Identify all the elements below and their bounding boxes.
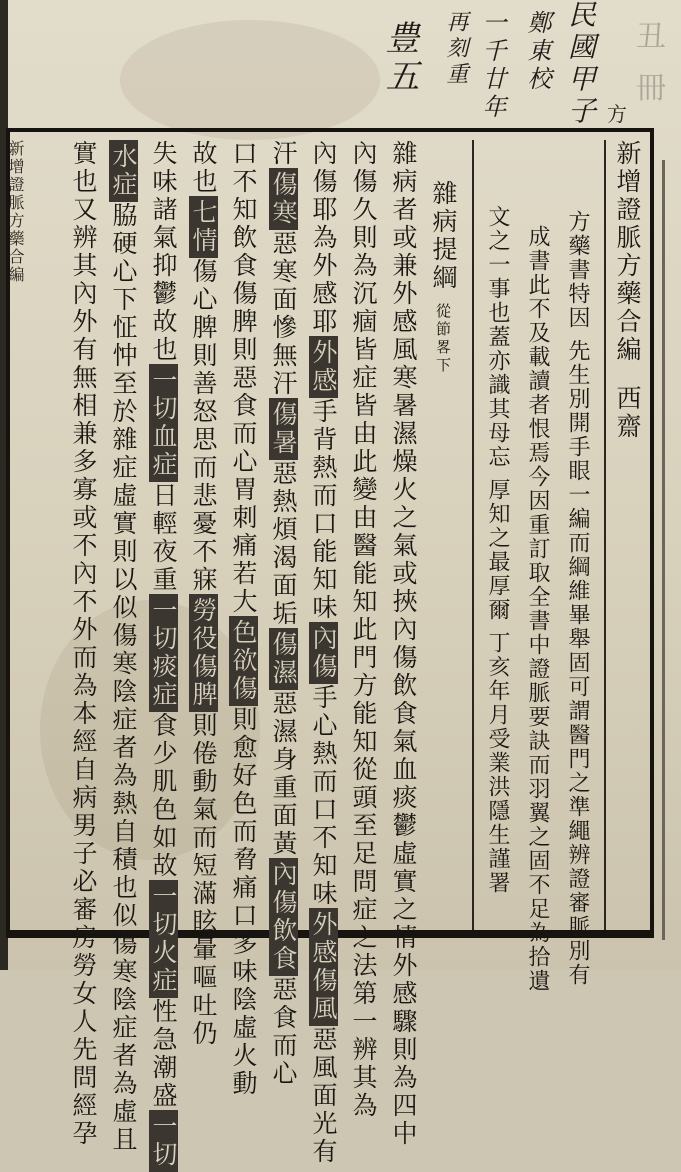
body-column xyxy=(148,140,178,1169)
body-text-segment: 內傷耶為外感耶 xyxy=(309,140,338,336)
margin-title: 新增證脈方藥合編 xyxy=(6,140,25,284)
body-text-segment: 倦動氣而短滿眩暈嘔吐仍 xyxy=(189,740,218,1048)
body-column xyxy=(228,140,258,1098)
handwritten-note: 民國甲子 xyxy=(564,0,597,128)
body-text-segment: 味陰虛火動 xyxy=(229,958,258,1098)
body-text-segment: 口不知飲食傷脾則惡食而心胃刺痛若大 xyxy=(229,140,258,616)
body-text-segment: 惡食而心 xyxy=(269,976,298,1088)
faded-corner-mark: 丑 冊 xyxy=(630,20,665,108)
highlighted-term: 外感傷風 xyxy=(309,908,338,1026)
column-rule xyxy=(472,140,474,930)
body-text-segment: 故也 xyxy=(189,140,218,196)
body-text-segment: 惡濕身重面黃 xyxy=(269,690,298,858)
body-text-segment: 惡風面光有 xyxy=(309,1026,338,1166)
highlighted-term: 色欲傷 xyxy=(229,616,258,706)
highlighted-term: 七情 xyxy=(189,196,218,258)
body-text-segment: 則 xyxy=(189,712,218,740)
section-subtitle: 從節畧下 xyxy=(434,302,452,375)
body-column xyxy=(388,140,418,1148)
body-text-segment: 汗 xyxy=(269,140,298,168)
body-text-segment: 日輕夜重 xyxy=(149,482,178,594)
highlighted-term: 內傷飲食 xyxy=(269,858,298,976)
body-text-segment: 手背熱而口能知味 xyxy=(309,398,338,622)
preface-column: 成書此不及載讀者恨焉今因重訂取全書中證脈要訣而羽翼之固不足為拾遺 xyxy=(525,225,550,993)
highlighted-term: 一切火症 xyxy=(149,880,178,998)
body-text-segment: 傷心脾則善怒思而悲憂不寐 xyxy=(189,258,218,594)
preface-column: 方藥書特因 先生別開手眼一編而綱維畢舉固可謂醫門之準繩辨證審脈別有 xyxy=(565,210,590,987)
handwritten-note: 鄭東校 xyxy=(523,10,551,94)
body-column xyxy=(308,140,338,1166)
highlighted-term: 一切 xyxy=(149,1110,178,1172)
highlighted-term: 外感 xyxy=(309,336,338,398)
highlighted-term: 水症 xyxy=(109,140,138,202)
body-column xyxy=(268,140,298,1088)
paper-stain xyxy=(120,20,380,140)
body-text-segment: 脇硬心下怔忡至於雜症虛實則以似傷寒陰症者為熱自積也似傷寒陰症者為虛且 xyxy=(109,202,138,1154)
body-column xyxy=(348,140,378,1120)
body-column xyxy=(188,140,218,1048)
handwritten-note: 再刻重 xyxy=(443,10,468,88)
body-text-segment: 食少肌色如故 xyxy=(149,712,178,880)
body-text-segment: 手心熱而口不知味 xyxy=(309,684,338,908)
highlighted-term: 一切血症 xyxy=(149,364,178,482)
handwritten-note: 豊五 xyxy=(379,20,419,96)
highlighted-term: 傷濕 xyxy=(269,628,298,690)
section-title-column xyxy=(428,180,458,375)
body-text-segment: 惡寒面慘無汗 xyxy=(269,230,298,398)
handwritten-mark: 方 xyxy=(607,102,627,126)
body-text-segment: 雜病者或兼外感風寒暑濕燥火之氣或挾內傷飲食氣血痰鬱虛實之情外感驟則為四中 xyxy=(389,140,418,1148)
highlighted-term: 傷寒 xyxy=(269,168,298,230)
highlighted-term: 內傷 xyxy=(309,622,338,684)
body-text-segment: 內傷久則為沉痼皆症皆由此變由醫能知此門方能知從頭至足問症之法第一辨其為 xyxy=(349,140,378,1120)
body-text-segment: 則愈好色而脅痛口多 xyxy=(229,706,258,958)
highlighted-term: 傷暑 xyxy=(269,398,298,460)
body-column xyxy=(108,140,138,1154)
handwritten-note: 一千廿年 xyxy=(478,10,506,122)
frame-right-rule xyxy=(662,160,665,940)
body-text-segment: 惡熱煩渴面垢 xyxy=(269,460,298,628)
body-text-segment: 失味諸氣抑鬱故也 xyxy=(149,140,178,364)
highlighted-term: 勞役傷脾 xyxy=(189,594,218,712)
book-title: 新增證脈方藥合編 xyxy=(613,140,642,364)
body-text-segment: 實也又辨其內外有無相兼多寡或不內不外而為本經自病男子必審房勞女人先問經孕 xyxy=(69,140,98,1148)
book-title-tag: 西齋 xyxy=(613,384,642,441)
preface-column: 文之一事也蓋亦識其母忘 厚知之最厚爾 丁亥年月受業洪隱生謹署 xyxy=(485,205,510,895)
body-text-segment: 性急潮盛 xyxy=(149,998,178,1110)
book-title-column xyxy=(612,140,642,441)
section-title: 雜病提綱 xyxy=(429,180,458,292)
body-column xyxy=(68,140,98,1148)
highlighted-term: 一切痰症 xyxy=(149,594,178,712)
column-rule xyxy=(604,140,606,930)
